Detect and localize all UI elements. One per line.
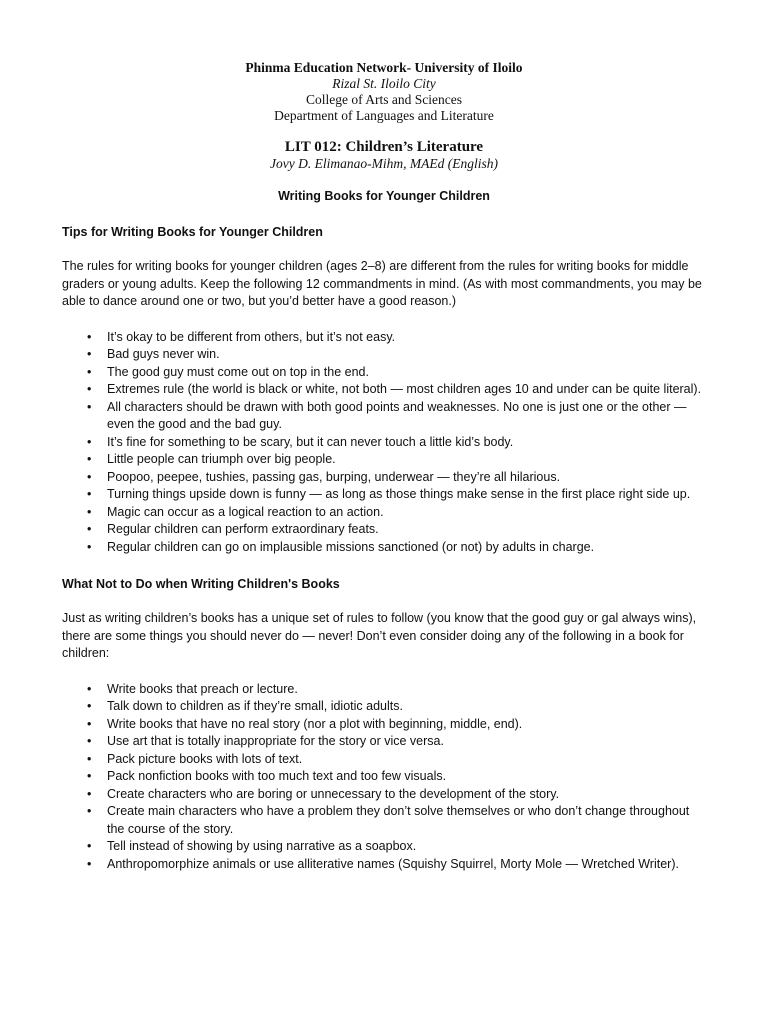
list-item: • Turning things upside down is funny — as long as those things make sense in the first place right side up.: [107, 486, 706, 504]
document-title: Writing Books for Younger Children: [278, 189, 490, 203]
what-not-to-do-list: [62, 681, 706, 874]
school-name: Phinma Education Network- University of Iloilo: [245, 60, 523, 75]
tips-list: [62, 329, 706, 557]
list-item: • It’s fine for something to be scary, but it can never touch a little kid’s body.: [107, 434, 706, 452]
list-item: • Anthropomorphize animals or use alliterative names (Squishy Squirrel, Morty Mole — Wretched Writer).: [107, 856, 706, 874]
document-header: [62, 60, 706, 172]
list-item: • Bad guys never win.: [107, 346, 706, 364]
list-item: • Pack picture books with lots of text.: [107, 751, 706, 769]
section-heading-tips: Tips for Writing Books for Younger Children: [62, 225, 323, 239]
list-item: • Regular children can perform extraordinary feats.: [107, 521, 706, 539]
course-title: LIT 012: Children’s Literature: [284, 139, 484, 155]
list-item: • Extremes rule (the world is black or white, not both — most children ages 10 and under can be quite literal).: [107, 381, 706, 399]
list-item: • All characters should be drawn with both good points and weaknesses. No one is just one or the other — even the good and the bad guy.: [107, 399, 706, 434]
list-item: • Tell instead of showing by using narrative as a soapbox.: [107, 838, 706, 856]
list-item: • Create characters who are boring or unnecessary to the development of the story.: [107, 786, 706, 804]
list-item: • Use art that is totally inappropriate for the story or vice versa.: [107, 733, 706, 751]
section-intro-tips: The rules for writing books for younger children (ages 2–8) are different from the rules for writing books for middle graders or young adults. Keep the following 12 commandments in mind. (As with most commandments, you may be able to dance around one or two, but you’d better have a good reason.): [62, 259, 702, 308]
school-address: Rizal St. Iloilo City: [332, 76, 436, 91]
list-item: • Create main characters who have a problem they don’t solve themselves or who don’t change throughout the course of the story.: [107, 803, 706, 838]
instructor-name: Jovy D. Elimanao-Mihm, MAEd (English): [270, 156, 498, 171]
list-item: • The good guy must come out on top in the end.: [107, 364, 706, 382]
list-item: • Poopoo, peepee, tushies, passing gas, burping, underwear — they’re all hilarious.: [107, 469, 706, 487]
list-item: • Magic can occur as a logical reaction to an action.: [107, 504, 706, 522]
list-item: • Little people can triumph over big people.: [107, 451, 706, 469]
list-item: • It’s okay to be different from others, but it’s not easy.: [107, 329, 706, 347]
section-heading-what-not-to-do: What Not to Do when Writing Children's Books: [62, 577, 340, 591]
college-name: College of Arts and Sciences: [306, 92, 462, 107]
list-item: • Pack nonfiction books with too much text and too few visuals.: [107, 768, 706, 786]
list-item: • Write books that have no real story (nor a plot with beginning, middle, end).: [107, 716, 706, 734]
list-item: • Talk down to children as if they’re small, idiotic adults.: [107, 698, 706, 716]
list-item: • Write books that preach or lecture.: [107, 681, 706, 699]
list-item: • Regular children can go on implausible missions sanctioned (or not) by adults in charge.: [107, 539, 706, 557]
section-intro-what-not-to-do: Just as writing children’s books has a unique set of rules to follow (you know that the good guy or gal always wins), there are some things you should never do — never! Don’t even consider doing any of the following in a book for children:: [62, 611, 697, 660]
department-name: Department of Languages and Literature: [274, 108, 494, 123]
